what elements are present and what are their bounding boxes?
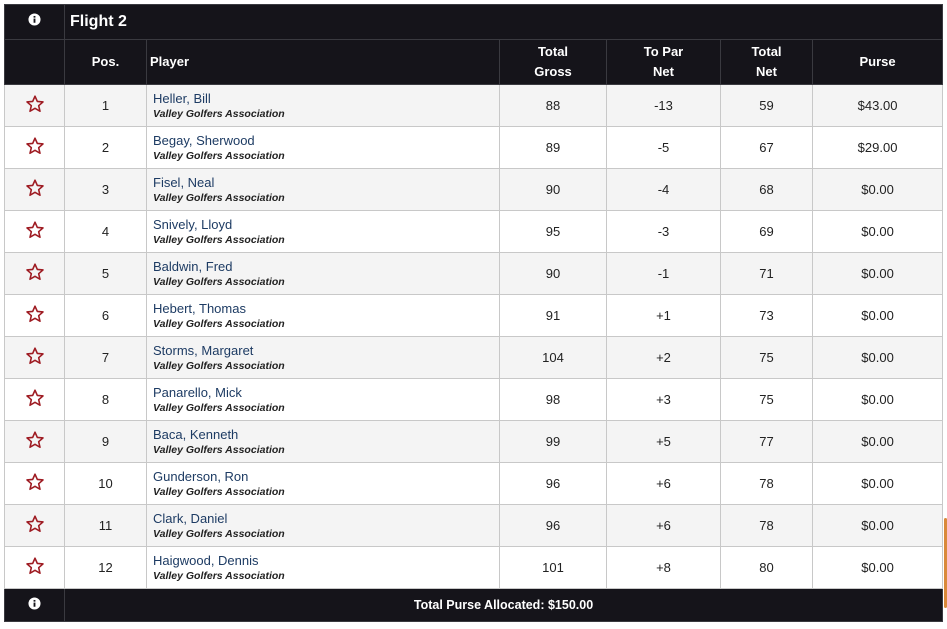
total-net-cell: 78: [721, 463, 813, 505]
player-association: Valley Golfers Association: [153, 107, 285, 120]
to-par-net-cell: -5: [607, 127, 721, 169]
total-gross-cell: 95: [500, 211, 607, 253]
total-net-cell: 73: [721, 295, 813, 337]
player-name-link[interactable]: Panarello, Mick: [153, 384, 242, 400]
to-par-net-cell: +8: [607, 547, 721, 589]
total-purse-allocated: Total Purse Allocated: $150.00: [65, 589, 943, 622]
position-cell: 6: [65, 295, 147, 337]
total-net-cell: 68: [721, 169, 813, 211]
leaderboard-body: [5, 85, 943, 589]
purse-cell: $0.00: [813, 505, 943, 547]
player-name-link[interactable]: Heller, Bill: [153, 90, 211, 106]
table-row[interactable]: [5, 547, 943, 589]
table-row[interactable]: [5, 127, 943, 169]
favorite-cell[interactable]: [5, 463, 65, 505]
table-row[interactable]: [5, 211, 943, 253]
star-outline-icon[interactable]: [25, 388, 45, 408]
col-total-net[interactable]: [721, 40, 813, 85]
purse-cell: $0.00: [813, 547, 943, 589]
player-association: Valley Golfers Association: [153, 275, 285, 288]
table-row[interactable]: [5, 505, 943, 547]
col-total-net-line2: Net: [756, 64, 777, 79]
position-cell: 9: [65, 421, 147, 463]
player-name-link[interactable]: Storms, Margaret: [153, 342, 254, 358]
position-cell: 8: [65, 379, 147, 421]
star-outline-icon[interactable]: [25, 430, 45, 450]
star-outline-icon[interactable]: [25, 94, 45, 114]
player-cell: [147, 211, 500, 253]
total-gross-cell: 99: [500, 421, 607, 463]
position-cell: 7: [65, 337, 147, 379]
position-cell: 11: [65, 505, 147, 547]
leaderboard: [4, 4, 942, 622]
total-gross-cell: 89: [500, 127, 607, 169]
star-outline-icon[interactable]: [25, 220, 45, 240]
purse-cell: $0.00: [813, 337, 943, 379]
purse-cell: $29.00: [813, 127, 943, 169]
total-net-cell: 59: [721, 85, 813, 127]
total-net-cell: 80: [721, 547, 813, 589]
player-name-link[interactable]: Fisel, Neal: [153, 174, 215, 190]
total-gross-cell: 104: [500, 337, 607, 379]
player-name-link[interactable]: Begay, Sherwood: [153, 132, 255, 148]
player-association: Valley Golfers Association: [153, 233, 285, 246]
star-outline-icon[interactable]: [25, 514, 45, 534]
col-total-net-line1: Total: [751, 44, 782, 59]
col-total-gross[interactable]: [500, 40, 607, 85]
col-to-par-net[interactable]: [607, 40, 721, 85]
player-cell: [147, 253, 500, 295]
favorite-cell[interactable]: [5, 337, 65, 379]
player-cell: [147, 127, 500, 169]
player-association: Valley Golfers Association: [153, 317, 285, 330]
to-par-net-cell: +6: [607, 463, 721, 505]
favorite-cell[interactable]: [5, 421, 65, 463]
table-row[interactable]: [5, 379, 943, 421]
footer-row: [5, 589, 943, 622]
total-gross-cell: 90: [500, 253, 607, 295]
purse-cell: $0.00: [813, 211, 943, 253]
position-cell: 10: [65, 463, 147, 505]
favorite-cell[interactable]: [5, 85, 65, 127]
total-net-cell: 78: [721, 505, 813, 547]
favorite-cell[interactable]: [5, 211, 65, 253]
player-name-link[interactable]: Clark, Daniel: [153, 510, 228, 526]
favorite-cell[interactable]: [5, 547, 65, 589]
column-header-row: [5, 40, 943, 85]
total-net-cell: 71: [721, 253, 813, 295]
info-icon[interactable]: [28, 597, 41, 610]
col-total-gross-line2: Gross: [534, 64, 572, 79]
total-gross-cell: 96: [500, 463, 607, 505]
table-row[interactable]: [5, 463, 943, 505]
favorite-cell[interactable]: [5, 295, 65, 337]
total-net-cell: 67: [721, 127, 813, 169]
footer-info-cell[interactable]: [5, 589, 65, 622]
star-outline-icon[interactable]: [25, 304, 45, 324]
col-player[interactable]: Player: [147, 40, 500, 85]
player-cell: [147, 505, 500, 547]
player-name-link[interactable]: Baca, Kenneth: [153, 426, 239, 442]
player-association: Valley Golfers Association: [153, 191, 285, 204]
position-cell: 3: [65, 169, 147, 211]
star-outline-icon[interactable]: [25, 136, 45, 156]
player-name-link[interactable]: Snively, Lloyd: [153, 216, 233, 232]
flight-info-cell[interactable]: [5, 5, 65, 40]
to-par-net-cell: +6: [607, 505, 721, 547]
total-gross-cell: 101: [500, 547, 607, 589]
leaderboard-table: [4, 4, 943, 622]
table-row[interactable]: [5, 421, 943, 463]
player-association: Valley Golfers Association: [153, 443, 285, 456]
to-par-net-cell: +2: [607, 337, 721, 379]
col-to-par-line2: Net: [653, 64, 674, 79]
player-association: Valley Golfers Association: [153, 569, 285, 582]
total-net-cell: 69: [721, 211, 813, 253]
info-icon[interactable]: [28, 13, 41, 26]
total-gross-cell: 90: [500, 169, 607, 211]
table-row[interactable]: [5, 337, 943, 379]
purse-cell: $0.00: [813, 379, 943, 421]
total-net-cell: 75: [721, 337, 813, 379]
player-cell: [147, 337, 500, 379]
star-outline-icon[interactable]: [25, 556, 45, 576]
star-outline-icon[interactable]: [25, 262, 45, 282]
player-name-link[interactable]: Baldwin, Fred: [153, 258, 233, 274]
player-association: Valley Golfers Association: [153, 485, 285, 498]
total-net-cell: 77: [721, 421, 813, 463]
position-cell: 5: [65, 253, 147, 295]
player-association: Valley Golfers Association: [153, 527, 285, 540]
purse-cell: $43.00: [813, 85, 943, 127]
player-cell: [147, 463, 500, 505]
total-gross-cell: 96: [500, 505, 607, 547]
col-purse[interactable]: Purse: [813, 40, 943, 85]
total-gross-cell: 98: [500, 379, 607, 421]
player-association: Valley Golfers Association: [153, 401, 285, 414]
position-cell: 1: [65, 85, 147, 127]
favorite-cell[interactable]: [5, 379, 65, 421]
to-par-net-cell: -3: [607, 211, 721, 253]
player-cell: [147, 85, 500, 127]
col-favorite: [5, 40, 65, 85]
player-cell: [147, 169, 500, 211]
table-row[interactable]: [5, 295, 943, 337]
purse-cell: $0.00: [813, 463, 943, 505]
player-cell: [147, 421, 500, 463]
favorite-cell[interactable]: [5, 127, 65, 169]
purse-cell: $0.00: [813, 421, 943, 463]
star-outline-icon[interactable]: [25, 346, 45, 366]
total-net-cell: 75: [721, 379, 813, 421]
star-outline-icon[interactable]: [25, 178, 45, 198]
purse-cell: $0.00: [813, 253, 943, 295]
flight-title: Flight 2: [65, 5, 943, 40]
favorite-cell[interactable]: [5, 505, 65, 547]
col-pos[interactable]: Pos.: [65, 40, 147, 85]
to-par-net-cell: +1: [607, 295, 721, 337]
star-outline-icon[interactable]: [25, 472, 45, 492]
table-row[interactable]: [5, 253, 943, 295]
total-gross-cell: 91: [500, 295, 607, 337]
purse-cell: $0.00: [813, 169, 943, 211]
col-total-gross-line1: Total: [537, 44, 569, 59]
to-par-net-cell: -1: [607, 253, 721, 295]
table-row[interactable]: [5, 85, 943, 127]
favorite-cell[interactable]: [5, 169, 65, 211]
col-to-par-line1: To Par: [643, 44, 684, 59]
player-association: Valley Golfers Association: [153, 149, 285, 162]
player-name-link[interactable]: Haigwood, Dennis: [153, 552, 259, 568]
player-cell: [147, 295, 500, 337]
flight-title-row: [5, 5, 943, 40]
purse-cell: $0.00: [813, 295, 943, 337]
player-name-link[interactable]: Hebert, Thomas: [153, 300, 246, 316]
player-cell: [147, 547, 500, 589]
player-cell: [147, 379, 500, 421]
position-cell: 4: [65, 211, 147, 253]
favorite-cell[interactable]: [5, 253, 65, 295]
position-cell: 2: [65, 127, 147, 169]
to-par-net-cell: -4: [607, 169, 721, 211]
to-par-net-cell: +3: [607, 379, 721, 421]
player-name-link[interactable]: Gunderson, Ron: [153, 468, 249, 484]
table-row[interactable]: [5, 169, 943, 211]
player-association: Valley Golfers Association: [153, 359, 285, 372]
to-par-net-cell: -13: [607, 85, 721, 127]
total-gross-cell: 88: [500, 85, 607, 127]
position-cell: 12: [65, 547, 147, 589]
to-par-net-cell: +5: [607, 421, 721, 463]
